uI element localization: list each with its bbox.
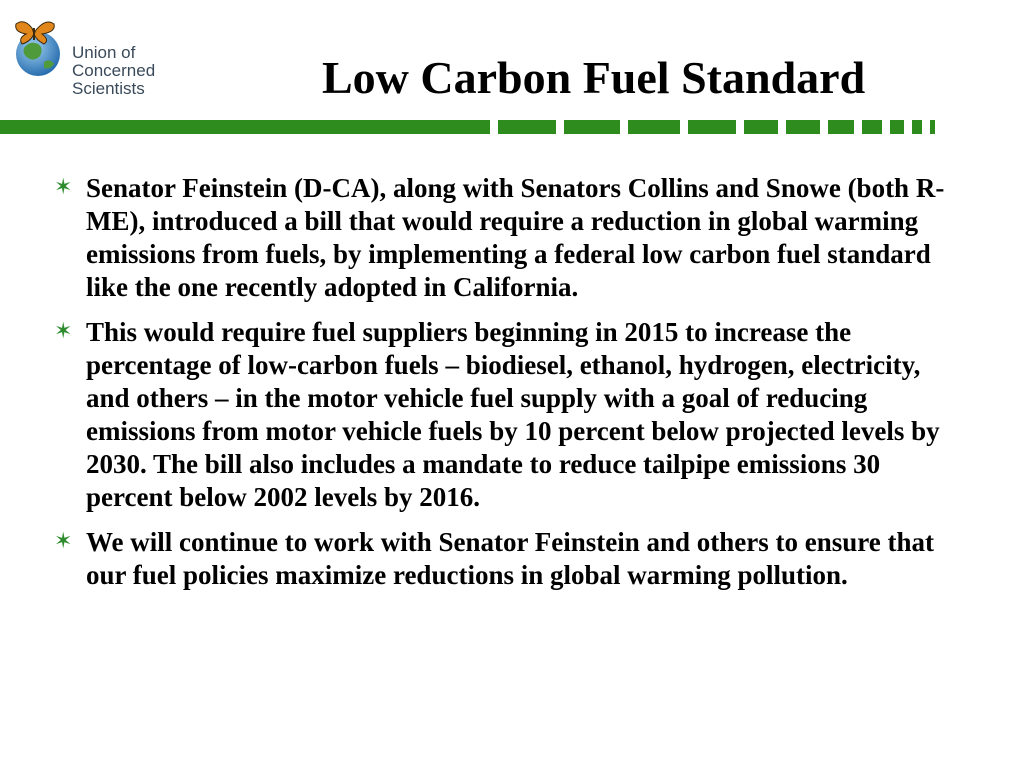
bullet-list [54,172,959,604]
bullet-text: This would require fuel suppliers beginning in 2015 to increase the percentage of low-carbon fuels – biodiesel, ethanol, hydrogen, electricity, and others – in the motor vehicle fuel supply with a goal of reducing emissions from motor vehicle fuels by 10 percent below projected levels by 2030. The bill also includes a mandate to reduce tailpipe emissions 30 percent below 2002 levels by 2016. [86,317,940,512]
bullet-item [54,316,959,514]
green-divider-rule [0,120,945,134]
star-bullet-icon: ✶ [54,529,73,554]
bullet-text: Senator Feinstein (D-CA), along with Senators Collins and Snowe (both R-ME), introduced a bill that would require a reduction in global warming emissions from fuels, by implementing a federal low carbon fuel standard like the one recently adopted in California. [86,173,945,302]
logo-text [72,44,155,98]
bullet-item [54,526,959,592]
logo-line-1: Union of [72,43,136,62]
bullet-item [54,172,959,304]
star-bullet-icon: ✶ [54,175,73,200]
bullet-text: We will continue to work with Senator Feinstein and others to ensure that our fuel policies maximize reductions in global warming pollution. [86,527,935,590]
ucs-logo [0,0,180,112]
globe-butterfly-icon [10,18,72,80]
logo-line-3: Scientists [72,79,145,98]
slide-title: Low Carbon Fuel Standard [322,52,866,103]
star-bullet-icon: ✶ [54,319,73,344]
logo-line-2: Concerned [72,61,156,80]
